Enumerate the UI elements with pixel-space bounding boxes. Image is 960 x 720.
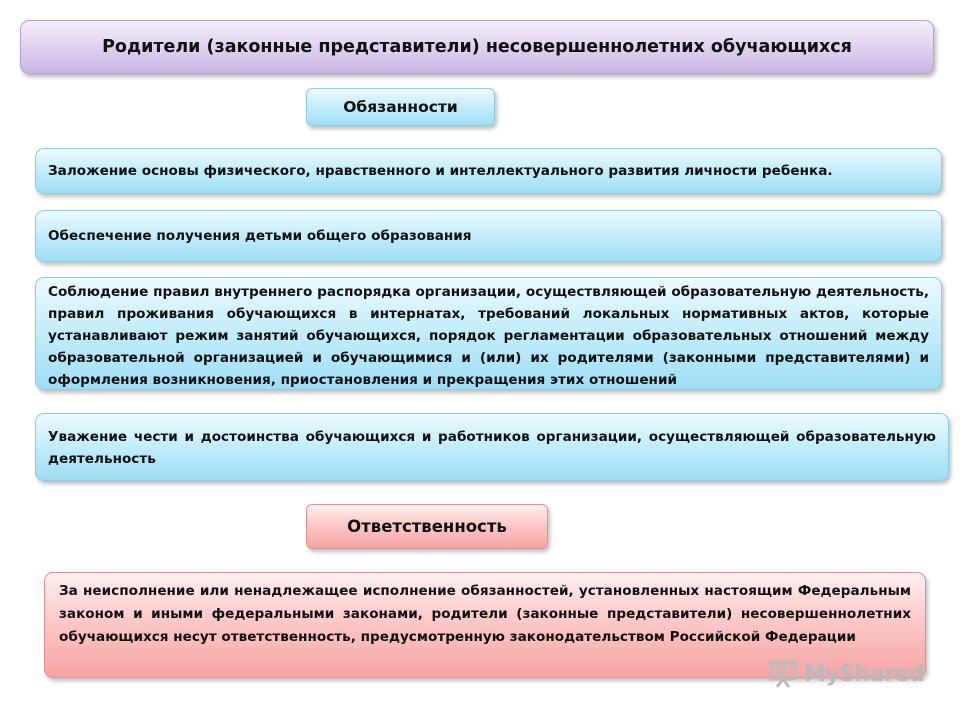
duty-item-3: Соблюдение правил внутреннего распорядка организации, осуществляющей образовательную деятельность, правил проживания обучающихся в интернатах, требований локальных нормативных актов, которые устанавливают режим занятий обучающихся, порядок регламентации образовательных отношений между образовательной организацией и обучающимися и (или) их родителями (законными представителями) и оформления возникновения, приостановления и прекращения этих отношений: [35, 277, 942, 390]
watermark-text: MyShared: [804, 661, 925, 687]
duties-header: Обязанности: [306, 88, 495, 126]
responsibility-text: За неисполнение или ненадлежащее исполнение обязанностей, установленных настоящим Федеральным законом и иными федеральными законами, родители (законные представители) несовершеннолетних обучающихся несут ответственность, предусмотренную законодательством Российской Федерации: [44, 572, 926, 678]
watermark: [768, 657, 928, 691]
duty-item-1: Заложение основы физического, нравственного и интеллектуального развития личности ребенка.: [35, 148, 942, 194]
duty-item-2: Обеспечение получения детьми общего образования: [35, 210, 942, 262]
diagram-title: Родители (законные представители) несовершеннолетних обучающихся: [20, 20, 934, 74]
responsibility-header: Ответственность: [306, 504, 548, 549]
duty-item-4: Уважение чести и достоинства обучающихся и работников организации, осуществляющей образовательную деятельность: [35, 413, 949, 481]
presentation-board-icon: [768, 660, 798, 688]
